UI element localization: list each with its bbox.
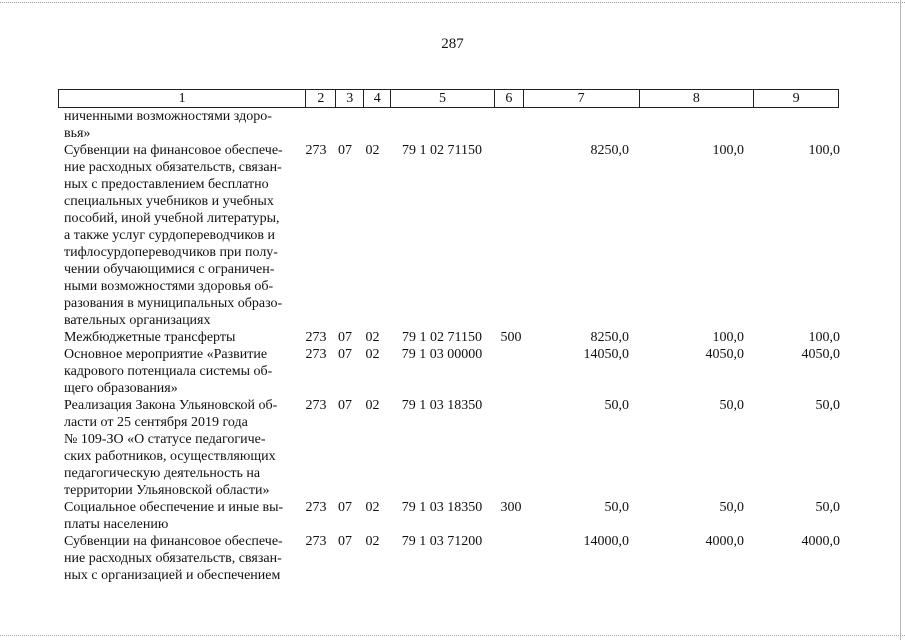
admin-code: 273: [305, 534, 327, 549]
section-code: 07: [338, 347, 352, 362]
row-description: [64, 533, 301, 584]
amount-col-7: 8250,0: [590, 143, 629, 158]
description-line: тифлосурдопереводчиков при полу-: [64, 245, 278, 260]
description-line: территории Ульяновской области»: [64, 483, 270, 498]
header-col-9: 9: [753, 90, 838, 107]
amount-col-8: 4050,0: [705, 347, 744, 362]
description-line: ных с организацией и обеспечением: [64, 568, 281, 583]
description-line: специальных учебников и учебных: [64, 194, 274, 209]
subsection-code: 02: [365, 330, 380, 345]
target-article-code: [386, 108, 498, 142]
header-col-7: 7: [523, 90, 639, 107]
description-line: ние расходных обязательств, связан-: [64, 160, 282, 175]
row-description: [64, 346, 301, 397]
header-col-1: 1: [178, 91, 186, 106]
section-code: 07: [338, 330, 352, 345]
admin-code: 273: [305, 143, 327, 158]
target-article-code: 79 1 03 71200: [401, 534, 483, 549]
description-line: ными возможностями здоровья об-: [64, 279, 274, 294]
admin-code: 273: [305, 330, 327, 345]
expense-type-code: [498, 142, 524, 329]
amount-col-8: 4000,0: [705, 534, 744, 549]
section-code: 07: [338, 500, 352, 515]
description-line: ниченными возможностями здоро-: [64, 109, 272, 124]
amount-col-8: 50,0: [719, 398, 744, 413]
amount-col-9: [748, 108, 844, 142]
amount-col-7: 14000,0: [583, 534, 629, 549]
description-line: Реализация Закона Ульяновской об-: [64, 398, 278, 413]
description-line: а также услуг сурдопереводчиков и: [64, 228, 276, 243]
expense-type-code: [498, 397, 524, 499]
description-line: Социальное обеспечение и иные вы-: [64, 500, 284, 515]
amount-col-9: 4000,0: [801, 534, 840, 549]
row-description: [64, 499, 301, 533]
header-col-8: 8: [639, 90, 754, 107]
description-line: пособий, иной учебной литературы,: [64, 211, 280, 226]
subsection-code: 02: [365, 500, 380, 515]
subsection-code: 02: [365, 534, 380, 549]
description-line: Субвенции на финансовое обеспече-: [64, 143, 283, 158]
section-code: 07: [338, 534, 352, 549]
target-article-code: 79 1 03 00000: [401, 347, 483, 362]
scan-edge-bottom: [0, 635, 905, 636]
row-description: [64, 397, 301, 499]
subsection-code: [359, 108, 386, 142]
row-description: [64, 142, 301, 329]
amount-col-9: 100,0: [808, 143, 840, 158]
expense-type-code: [498, 346, 524, 397]
table-row: [64, 108, 844, 142]
scan-edge-right: [900, 0, 901, 640]
row-description: [64, 329, 301, 346]
admin-code: [301, 108, 331, 142]
description-line: № 109-ЗО «О статусе педагогиче-: [64, 432, 266, 447]
amount-col-7: [524, 108, 633, 142]
subsection-code: 02: [365, 143, 380, 158]
amount-col-8: [633, 108, 748, 142]
subsection-code: 02: [365, 398, 380, 413]
description-line: вья»: [64, 126, 91, 141]
header-col-4: 4: [363, 90, 390, 107]
table-row: [64, 346, 844, 397]
target-article-code: 79 1 03 18350: [401, 398, 483, 413]
amount-col-7: 8250,0: [590, 330, 629, 345]
description-line: Межбюджетные трансферты: [64, 330, 236, 345]
admin-code: 273: [305, 347, 327, 362]
description-line: чении обучающимися с ограничен-: [64, 262, 275, 277]
amount-col-7: 14050,0: [583, 347, 629, 362]
table-row: [64, 499, 844, 533]
amount-col-9: 50,0: [815, 398, 840, 413]
section-code: 07: [338, 398, 352, 413]
page-number: 287: [441, 36, 464, 52]
amount-col-8: 100,0: [712, 143, 744, 158]
subsection-code: 02: [365, 347, 380, 362]
header-col-6: 6: [494, 90, 523, 107]
description-line: ние расходных обязательств, связан-: [64, 551, 282, 566]
table-row: [64, 397, 844, 499]
row-description: [64, 108, 301, 142]
description-line: ласти от 25 сентября 2019 года: [64, 415, 248, 430]
description-line: ских работников, осуществляющих: [64, 449, 276, 464]
description-line: щего образования»: [64, 381, 178, 396]
table-header: [58, 89, 839, 108]
description-line: кадрового потенциала системы об-: [64, 364, 273, 379]
header-col-2: 2: [305, 90, 335, 107]
admin-code: 273: [305, 500, 327, 515]
table-row: [64, 142, 844, 329]
amount-col-9: 4050,0: [801, 347, 840, 362]
section-code: 07: [338, 143, 352, 158]
target-article-code: 79 1 02 71150: [402, 143, 482, 158]
expense-type-code: [498, 108, 524, 142]
header-col-3: 3: [335, 90, 363, 107]
description-line: вательных организациях: [64, 313, 211, 328]
admin-code: 273: [305, 398, 327, 413]
description-line: Основное мероприятие «Развитие: [64, 347, 268, 362]
target-article-code: 79 1 02 71150: [402, 330, 482, 345]
expense-type-code: [498, 533, 524, 584]
section-code: [331, 108, 359, 142]
amount-col-9: 50,0: [815, 500, 840, 515]
description-line: Субвенции на финансовое обеспече-: [64, 534, 283, 549]
description-line: педагогическую деятельность на: [64, 466, 261, 481]
amount-col-8: 50,0: [719, 500, 744, 515]
description-line: ных с предоставлением бесплатно: [64, 177, 269, 192]
description-line: платы населению: [64, 517, 169, 532]
description-line: разования в муниципальных образо-: [64, 296, 283, 311]
expense-type-code: 500: [500, 330, 522, 345]
amount-col-7: 50,0: [604, 398, 629, 413]
amount-col-9: 100,0: [808, 330, 840, 345]
scan-edge-top: [0, 2, 905, 3]
table-row: [64, 533, 844, 584]
header-col-5: 5: [390, 90, 494, 107]
table-row: [64, 329, 844, 346]
table-body: [64, 108, 844, 584]
amount-col-7: 50,0: [604, 500, 629, 515]
expense-type-code: 300: [500, 500, 522, 515]
amount-col-8: 100,0: [712, 330, 744, 345]
target-article-code: 79 1 03 18350: [401, 500, 483, 515]
